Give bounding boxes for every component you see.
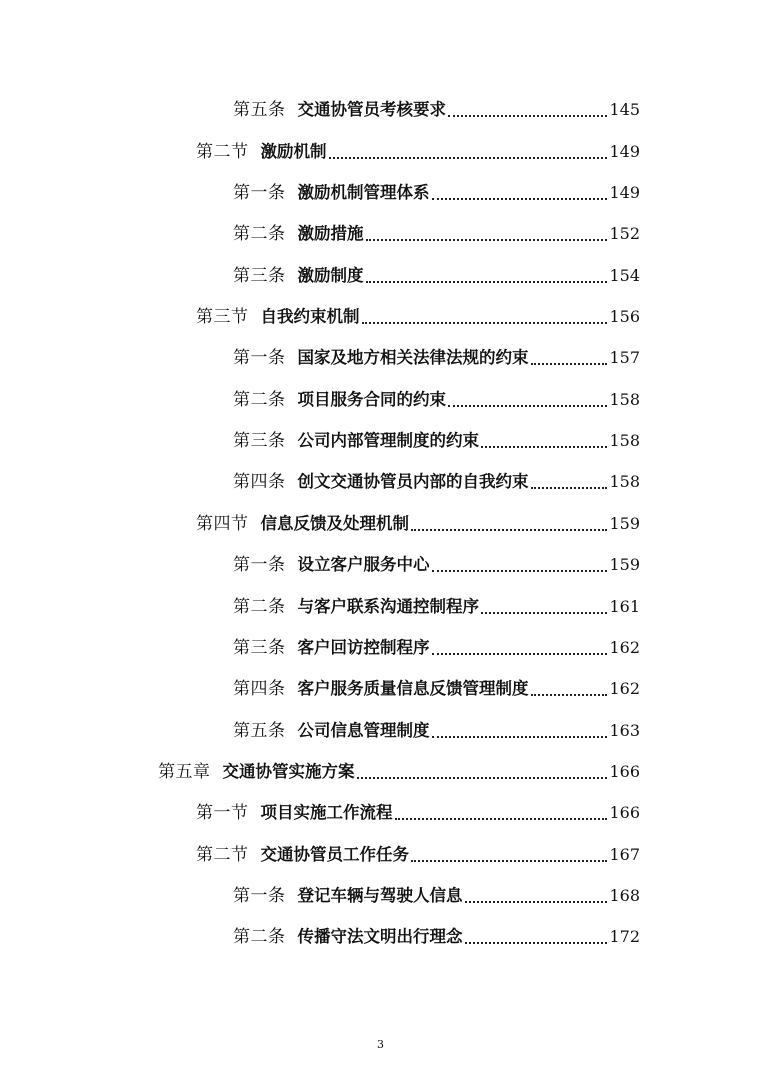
- toc-entry-page: 163: [609, 721, 640, 740]
- toc-entry[interactable]: [196, 798, 640, 828]
- toc-entry-page: 159: [609, 555, 640, 574]
- toc-entry-page: 158: [609, 472, 640, 491]
- toc-entry-title: 自我约束机制: [260, 307, 360, 326]
- toc-entry-title: 公司信息管理制度: [297, 721, 430, 740]
- toc-entry-page: 145: [609, 100, 640, 119]
- toc-entry-page: 162: [609, 638, 640, 657]
- toc-dot-leader: [366, 280, 608, 283]
- toc-entry-number: 第三节: [196, 307, 249, 327]
- toc-dot-leader: [432, 569, 608, 572]
- toc-dot-leader: [357, 776, 608, 779]
- toc-dot-leader: [395, 817, 608, 820]
- toc-entry-number: 第一条: [233, 183, 286, 203]
- toc-entry-number: 第四条: [233, 472, 286, 492]
- toc-entry-title: 国家及地方相关法律法规的约束: [297, 348, 529, 367]
- toc-entry-title: 客户服务质量信息反馈管理制度: [297, 679, 529, 698]
- toc-entry-page: 156: [609, 307, 640, 326]
- toc-entry-page: 152: [609, 224, 640, 243]
- toc-dot-leader: [362, 321, 608, 324]
- toc-entry-title: 设立客户服务中心: [297, 555, 430, 574]
- toc-entry-page: 166: [609, 803, 640, 822]
- toc-entry[interactable]: [196, 840, 640, 870]
- toc-entry-title: 登记车辆与驾驶人信息: [297, 886, 463, 905]
- toc-entry-number: 第二节: [196, 845, 249, 865]
- toc-dot-leader: [481, 611, 607, 614]
- toc-entry[interactable]: [233, 550, 640, 580]
- toc-dot-leader: [366, 238, 608, 241]
- toc-entry-page: 166: [609, 762, 640, 781]
- toc-entry-number: 第一条: [233, 555, 286, 575]
- toc-entry[interactable]: [233, 592, 640, 622]
- toc-entry-number: 第三条: [233, 266, 286, 286]
- toc-entry-number: 第三条: [233, 431, 286, 451]
- toc-entry[interactable]: [233, 881, 640, 911]
- toc-entry-number: 第二条: [233, 927, 286, 947]
- toc-entry-title: 公司内部管理制度的约束: [297, 431, 479, 450]
- toc-entry-page: 168: [609, 886, 640, 905]
- toc-entry[interactable]: [233, 385, 640, 415]
- toc-entry-title: 信息反馈及处理机制: [260, 514, 409, 533]
- toc-dot-leader: [411, 859, 607, 862]
- toc-entry[interactable]: [158, 757, 640, 787]
- toc-dot-leader: [531, 486, 608, 489]
- toc-dot-leader: [432, 652, 608, 655]
- toc-entry-page: 161: [609, 597, 640, 616]
- toc-entry[interactable]: [196, 302, 640, 332]
- toc-entry-number: 第二节: [196, 142, 249, 162]
- toc-entry[interactable]: [196, 137, 640, 167]
- toc-entry[interactable]: [233, 343, 640, 373]
- page-number: 3: [377, 1038, 384, 1051]
- toc-entry-page: 158: [609, 431, 640, 450]
- toc-entry-title: 项目实施工作流程: [260, 803, 393, 822]
- toc-entry-number: 第四节: [196, 514, 249, 534]
- toc-entry[interactable]: [233, 178, 640, 208]
- toc-entry[interactable]: [233, 633, 640, 663]
- toc-entry-number: 第一节: [196, 803, 249, 823]
- toc-entry-page: 159: [609, 514, 640, 533]
- toc-dot-leader: [481, 445, 607, 448]
- toc-entry[interactable]: [233, 922, 640, 952]
- toc-entry[interactable]: [233, 219, 640, 249]
- toc-entry[interactable]: [233, 467, 640, 497]
- toc-dot-leader: [329, 156, 608, 159]
- toc-entry-title: 激励机制: [260, 142, 327, 161]
- toc-entry-page: 167: [609, 845, 640, 864]
- toc-entry-title: 创文交通协管员内部的自我约束: [297, 472, 529, 491]
- toc-entry-number: 第五章: [158, 762, 211, 782]
- toc-entry-number: 第三条: [233, 638, 286, 658]
- toc-dot-leader: [531, 693, 608, 696]
- toc-dot-leader: [531, 362, 608, 365]
- toc-entry[interactable]: [233, 426, 640, 456]
- toc-entry-title: 激励制度: [297, 266, 364, 285]
- toc-entry-title: 交通协管员工作任务: [260, 845, 409, 864]
- toc-entry-page: 149: [609, 183, 640, 202]
- toc-entry-page: 172: [609, 927, 640, 946]
- toc-entry-page: 154: [609, 266, 640, 285]
- toc-entry[interactable]: [233, 261, 640, 291]
- toc-entry-number: 第五条: [233, 721, 286, 741]
- toc-entry-page: 157: [609, 348, 640, 367]
- toc-entry-number: 第二条: [233, 597, 286, 617]
- toc-entry-number: 第一条: [233, 348, 286, 368]
- toc-entry-title: 项目服务合同的约束: [297, 390, 446, 409]
- toc-dot-leader: [432, 735, 608, 738]
- toc-entry-title: 传播守法文明出行理念: [297, 927, 463, 946]
- toc-dot-leader: [411, 528, 607, 531]
- toc-dot-leader: [448, 114, 607, 117]
- toc-entry-page: 149: [609, 142, 640, 161]
- toc-entry-title: 激励措施: [297, 224, 364, 243]
- toc-dot-leader: [465, 900, 608, 903]
- toc-entry-title: 客户回访控制程序: [297, 638, 430, 657]
- toc-entry-number: 第二条: [233, 390, 286, 410]
- toc-entry[interactable]: [233, 674, 640, 704]
- toc-entry-title: 与客户联系沟通控制程序: [297, 597, 479, 616]
- toc-entry-page: 158: [609, 390, 640, 409]
- toc-entry[interactable]: [233, 716, 640, 746]
- toc-entry-number: 第二条: [233, 224, 286, 244]
- toc-dot-leader: [432, 197, 608, 200]
- toc-dot-leader: [465, 941, 608, 944]
- toc-entry-number: 第一条: [233, 886, 286, 906]
- toc-entry[interactable]: [196, 509, 640, 539]
- toc-entry-title: 交通协管实施方案: [222, 762, 355, 781]
- toc-dot-leader: [448, 404, 607, 407]
- toc-entry-title: 交通协管员考核要求: [297, 100, 446, 119]
- toc-entry-number: 第四条: [233, 679, 286, 699]
- toc-entry[interactable]: [233, 95, 640, 125]
- toc-entry-title: 激励机制管理体系: [297, 183, 430, 202]
- toc-entry-number: 第五条: [233, 100, 286, 120]
- toc-entry-page: 162: [609, 679, 640, 698]
